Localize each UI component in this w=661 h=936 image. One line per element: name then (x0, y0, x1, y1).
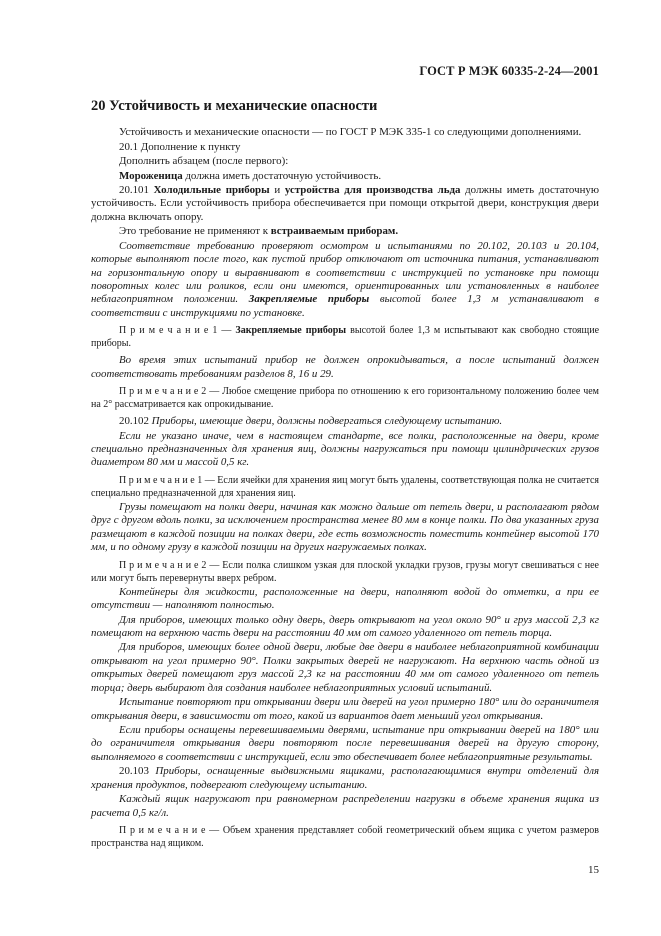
test-paragraph (91, 641, 599, 695)
paragraph-text: Каждый ящик нагружают при равномерном распределении нагрузки в объеме хранения ящика из расчета 0,5 кг/л. (91, 793, 599, 819)
paragraph (91, 126, 599, 139)
note (91, 324, 599, 350)
note-label: П р и м е ч а н и е 2 — (119, 386, 223, 398)
defined-term: Холодильные приборы (153, 184, 270, 196)
note (91, 559, 599, 585)
paragraph-text: Для приборов, имеющих более одной двери, любые две двери в наиболее неблагоприятной комбинации открывают на угол примерно 90°. Полки закрытых дверей не нагружают. На верхнюю часть одной из открытых дверей помещают груз массой 2,3 кг на расстоянии 40 мм от самого удаленного от петель торца; дверь выбирают для создания наиболее неблагоприятных условий испытаний. (91, 641, 599, 694)
test-paragraph (91, 430, 599, 470)
note (91, 385, 599, 411)
paragraph-text: высотой более 1,3 м устанавливают в соответствии с инструкциями по установке. (91, 293, 599, 319)
paragraph-text: Это требование не применяют к (119, 225, 271, 238)
paragraph-text: и (269, 184, 285, 196)
note-text: Объем хранения представляет собой геометрический объем ящика с учетом размеров пространства над ящиком. (91, 825, 599, 850)
note (91, 474, 599, 500)
page-number: 15 (588, 864, 599, 876)
paragraph-text: Если не указано иначе, чем в настоящем стандарте, все полки, расположенные на двери, кроме специально предназначенных для хранения яиц, должны нагружаться при помощи цилиндрических грузов диаметром 80 мм и массой 0,5 кг. (91, 429, 599, 469)
paragraph-text: 20.1 Дополнение к пункту (119, 140, 241, 153)
paragraph (91, 765, 599, 792)
paragraph-text: Испытание повторяют при открывании двери или дверей на угол примерно 180° или до ограничителя открывания двери, в зависимости от того, какой из вариантов дает меньший угол открывания. (91, 696, 599, 722)
test-paragraph (91, 240, 599, 320)
paragraph (91, 184, 599, 224)
defined-term: встраиваемым приборам. (270, 225, 399, 238)
defined-term: Закрепляемые приборы (248, 293, 370, 306)
defined-term: устройства для производства льда (284, 184, 461, 196)
paragraph (91, 225, 599, 238)
test-paragraph (91, 696, 599, 723)
document-body (91, 126, 599, 851)
test-paragraph (91, 793, 599, 820)
note (91, 824, 599, 850)
note-label: П р и м е ч а н и е 1 — (119, 474, 218, 486)
paragraph (91, 141, 599, 154)
test-paragraph (91, 614, 599, 641)
paragraph-text: Приборы, оснащенные выдвижными ящиками, располагающимися внутри отделений для хранения продуктов, подвергают следующему испытанию. (91, 765, 600, 791)
clause-number: 20.101 (119, 184, 154, 196)
paragraph-text: должны иметь достаточную устойчивость. Если устойчивость прибора обеспечивается при помощи открытой двери, конструкция двери должна включать опору. (91, 184, 599, 223)
section-title: 20 Устойчивость и механические опасности (91, 98, 378, 114)
clause-number: 20.103 (119, 765, 156, 778)
paragraph-text: Устойчивость и механические опасности — по ГОСТ Р МЭК 335-1 со следующими дополнениями. (119, 126, 582, 138)
note-label: П р и м е ч а н и е 1 — (119, 325, 236, 337)
clause-number: 20.102 (119, 415, 152, 428)
paragraph-text: Грузы помещают на полки двери, начиная как можно дальше от петель двери, и располагают рядом друг с другом вдоль полки, за исключением пространства менее 80 мм в конце полки. По два указанных груза размещают в каждой позиции на полках двери, где есть возможность поместить контейнер высотой 170 мм, и по одному грузу в каждой позиции на других нагружаемых полках. (91, 500, 599, 554)
paragraph-text: Дополнить абзацем (после первого): (119, 155, 289, 167)
note-label: П р и м е ч а н и е — (119, 825, 223, 837)
document-code-header: ГОСТ Р МЭК 60335-2-24—2001 (419, 64, 599, 78)
note-label: П р и м е ч а н и е 2 — (119, 559, 223, 571)
note-text: высотой более 1,3 м испытывают как свободно стоящие приборы. (91, 325, 600, 350)
note-text: Если ячейки для хранения яиц могут быть удалены, соответствующая полка не считается специально предназначенной для хранения яиц. (91, 474, 599, 499)
note-text: Если полка слишком узкая для плоской укладки грузов, грузы могут свешиваться с нее или могут быть перевернуты вверх ребром. (91, 559, 599, 584)
paragraph-text: Для приборов, имеющих только одну дверь, дверь открывают на угол около 90° и груз массой 2,3 кг помещают на верхнюю часть двери на расстоянии 40 мм от самого удаленного от петель торца. (91, 613, 599, 639)
paragraph (91, 155, 599, 168)
paragraph (91, 170, 599, 183)
paragraph-text: Во время этих испытаний прибор не должен опрокидываться, а после испытаний должен соответствовать требованиям разделов 8, 16 и 29. (91, 354, 599, 380)
test-paragraph (91, 501, 599, 555)
note-text: Любое смещение прибора по отношению к его горизонтальному положению более чем на 2° рассматривается как опрокидывание. (91, 386, 600, 411)
paragraph-text: Контейнеры для жидкости, расположенные на двери, наполняют водой до отметки, а при ее отсутствии — наполняют полностью. (91, 585, 599, 611)
test-paragraph (91, 724, 599, 764)
test-paragraph (91, 354, 599, 381)
test-paragraph (91, 586, 599, 613)
defined-term: Мороженица (119, 169, 183, 182)
defined-term: Закрепляемые приборы (235, 325, 347, 337)
paragraph-text: Соответствие требованию проверяют осмотром и испытаниями по 20.102, 20.103 и 20.104, которые выполняют после того, как пустой прибор отключают от источника питания, устанавливают на горизонтальную опору и выравнивают в соответствии с инструкцией по установке при помощи поворотных колес или роликов, если они имеются, ориентированных или установленных в наиболее неблагоприятном положении. (91, 239, 599, 306)
paragraph (91, 415, 599, 428)
paragraph-text: должна иметь достаточную устойчивость. (182, 169, 382, 182)
paragraph-text: Приборы, имеющие двери, должны подвергаться следующему испытанию. (151, 415, 503, 428)
paragraph-text: Если приборы оснащены перевешиваемыми дверями, испытание при открывании дверей на 180° или до ограничителя открывания двери повторяют после перевешивания дверей на другую сторону, выполняемого в соответствии с инструкцией, если это обеспечивает более неблагоприятные результаты. (91, 724, 599, 763)
